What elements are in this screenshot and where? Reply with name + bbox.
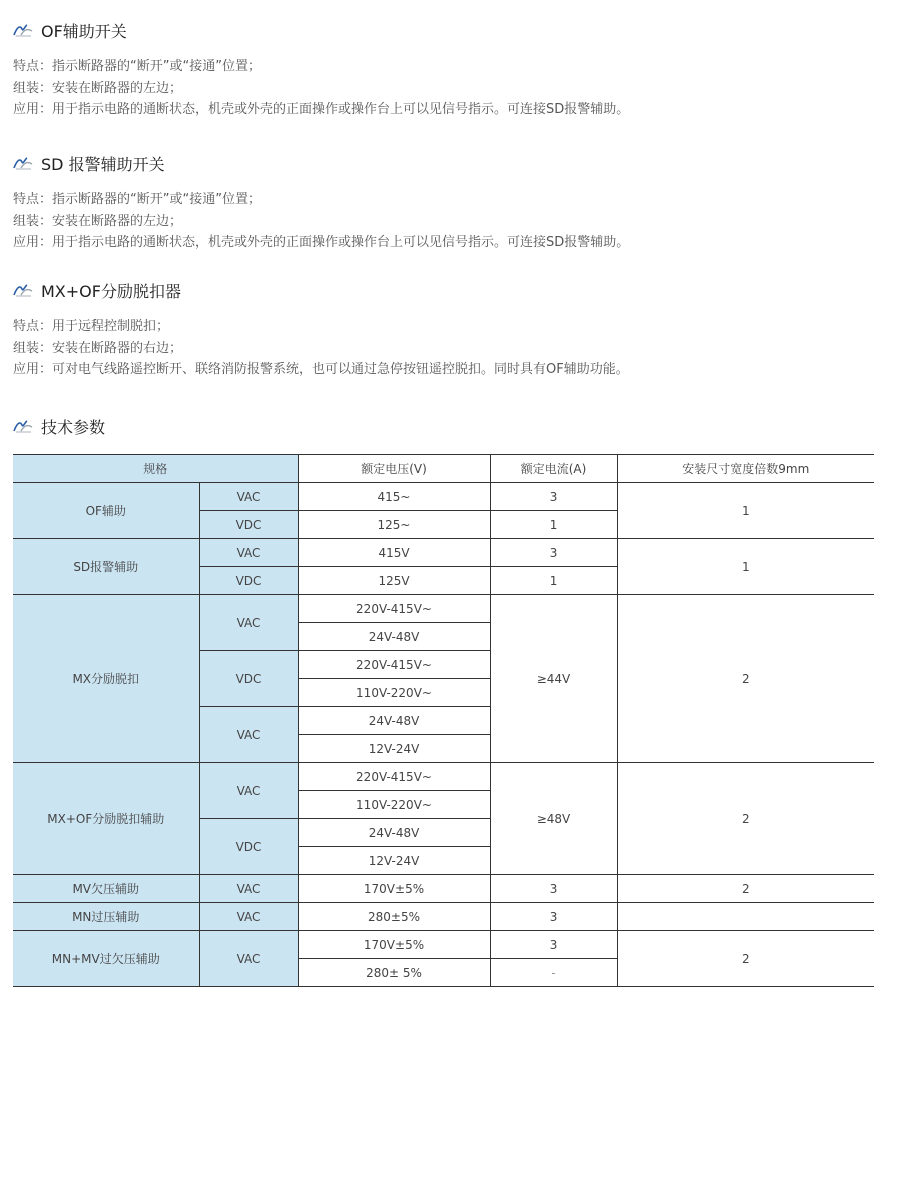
section-heading xyxy=(13,278,873,302)
voltage-cell: 170V±5% xyxy=(298,931,490,959)
width-cell: 1 xyxy=(617,483,874,539)
voltage-cell: 125V xyxy=(298,567,490,595)
supply-type: VAC xyxy=(199,875,298,903)
brand-logo-icon xyxy=(13,23,33,37)
voltage-cell: 110V-220V~ xyxy=(298,679,490,707)
width-cell: 1 xyxy=(617,539,874,595)
section-title: MX+OF分励脱扣器 xyxy=(41,281,181,301)
section-mx-of-trip xyxy=(13,278,873,381)
voltage-cell: 12V-24V xyxy=(298,847,490,875)
table-row xyxy=(13,539,874,567)
group-name: MV欠压辅助 xyxy=(13,875,199,903)
current-cell: 3 xyxy=(490,931,617,959)
voltage-cell: 280± 5% xyxy=(298,959,490,987)
width-cell: 2 xyxy=(617,931,874,987)
supply-type: VAC xyxy=(199,539,298,567)
brand-logo-icon xyxy=(13,283,33,297)
current-cell: - xyxy=(490,959,617,987)
supply-type: VAC xyxy=(199,483,298,511)
supply-type: VAC xyxy=(199,763,298,819)
current-cell: 3 xyxy=(490,539,617,567)
width-cell xyxy=(617,903,874,931)
supply-type: VDC xyxy=(199,819,298,875)
section-title: OF辅助开关 xyxy=(41,21,127,41)
assembly-line: 组装：安装在断路器的左边； xyxy=(13,213,183,229)
width-cell: 2 xyxy=(617,875,874,903)
header-current: 额定电流(A) xyxy=(490,455,617,483)
section-title: 技术参数 xyxy=(41,417,106,437)
header-spec: 规格 xyxy=(13,455,298,483)
voltage-cell: 24V-48V xyxy=(298,819,490,847)
current-cell: 3 xyxy=(490,903,617,931)
brand-logo-icon xyxy=(13,419,33,433)
voltage-cell: 415V xyxy=(298,539,490,567)
group-name: SD报警辅助 xyxy=(13,539,199,595)
voltage-cell: 220V-415V~ xyxy=(298,651,490,679)
section-of-auxiliary xyxy=(13,18,873,121)
voltage-cell: 220V-415V~ xyxy=(298,763,490,791)
group-name: MX+OF分励脱扣辅助 xyxy=(13,763,199,875)
spec-table xyxy=(13,454,874,987)
voltage-cell: 220V-415V~ xyxy=(298,595,490,623)
voltage-cell: 110V-220V~ xyxy=(298,791,490,819)
voltage-cell: 125~ xyxy=(298,511,490,539)
current-cell: 1 xyxy=(490,567,617,595)
group-name: MN+MV过欠压辅助 xyxy=(13,931,199,987)
voltage-cell: 24V-48V xyxy=(298,707,490,735)
supply-type: VAC xyxy=(199,931,298,987)
table-row xyxy=(13,931,874,959)
current-cell: ≥48V xyxy=(490,763,617,875)
table-row xyxy=(13,483,874,511)
current-cell: 3 xyxy=(490,875,617,903)
section-heading xyxy=(13,151,873,175)
section-sd-alarm xyxy=(13,151,873,254)
voltage-cell: 12V-24V xyxy=(298,735,490,763)
voltage-cell: 24V-48V xyxy=(298,623,490,651)
width-cell: 2 xyxy=(617,763,874,875)
voltage-cell: 415~ xyxy=(298,483,490,511)
supply-type: VAC xyxy=(199,707,298,763)
voltage-cell: 280±5% xyxy=(298,903,490,931)
assembly-line: 组装：安装在断路器的左边； xyxy=(13,80,183,96)
table-row xyxy=(13,903,874,931)
application-line: 应用：可对电气线路遥控断开、联络消防报警系统，也可以通过急停按钮遥控脱扣。同时具有OF辅助功能。 xyxy=(13,362,629,377)
section-heading xyxy=(13,18,873,42)
group-name: MN过压辅助 xyxy=(13,903,199,931)
section-heading xyxy=(13,414,873,438)
header-voltage: 额定电压(V) xyxy=(298,455,490,483)
application-line: 应用：用于指示电路的通断状态，机壳或外壳的正面操作或操作台上可以见信号指示。可连接SD报警辅助。 xyxy=(13,102,630,117)
supply-type: VDC xyxy=(199,651,298,707)
current-cell: ≥44V xyxy=(490,595,617,763)
section-title: SD 报警辅助开关 xyxy=(41,154,165,174)
voltage-cell: 170V±5% xyxy=(298,875,490,903)
supply-type: VAC xyxy=(199,903,298,931)
group-name: MX分励脱扣 xyxy=(13,595,199,763)
feature-line: 特点：指示断路器的“断开”或“接通”位置； xyxy=(13,192,261,207)
current-cell: 3 xyxy=(490,483,617,511)
assembly-line: 组装：安装在断路器的右边； xyxy=(13,340,183,356)
section-tech-params xyxy=(13,414,873,438)
table-row xyxy=(13,875,874,903)
header-width: 安装尺寸宽度倍数9mm xyxy=(617,455,874,483)
application-line: 应用：用于指示电路的通断状态，机壳或外壳的正面操作或操作台上可以见信号指示。可连接SD报警辅助。 xyxy=(13,235,630,250)
feature-line: 特点：指示断路器的“断开”或“接通”位置； xyxy=(13,59,261,74)
table-header-row xyxy=(13,455,874,483)
brand-logo-icon xyxy=(13,156,33,170)
supply-type: VDC xyxy=(199,567,298,595)
table-row xyxy=(13,595,874,623)
width-cell: 2 xyxy=(617,595,874,763)
feature-line: 特点：用于远程控制脱扣； xyxy=(13,319,170,334)
supply-type: VDC xyxy=(199,511,298,539)
supply-type: VAC xyxy=(199,595,298,651)
table-row xyxy=(13,763,874,791)
current-cell: 1 xyxy=(490,511,617,539)
group-name: OF辅助 xyxy=(13,483,199,539)
